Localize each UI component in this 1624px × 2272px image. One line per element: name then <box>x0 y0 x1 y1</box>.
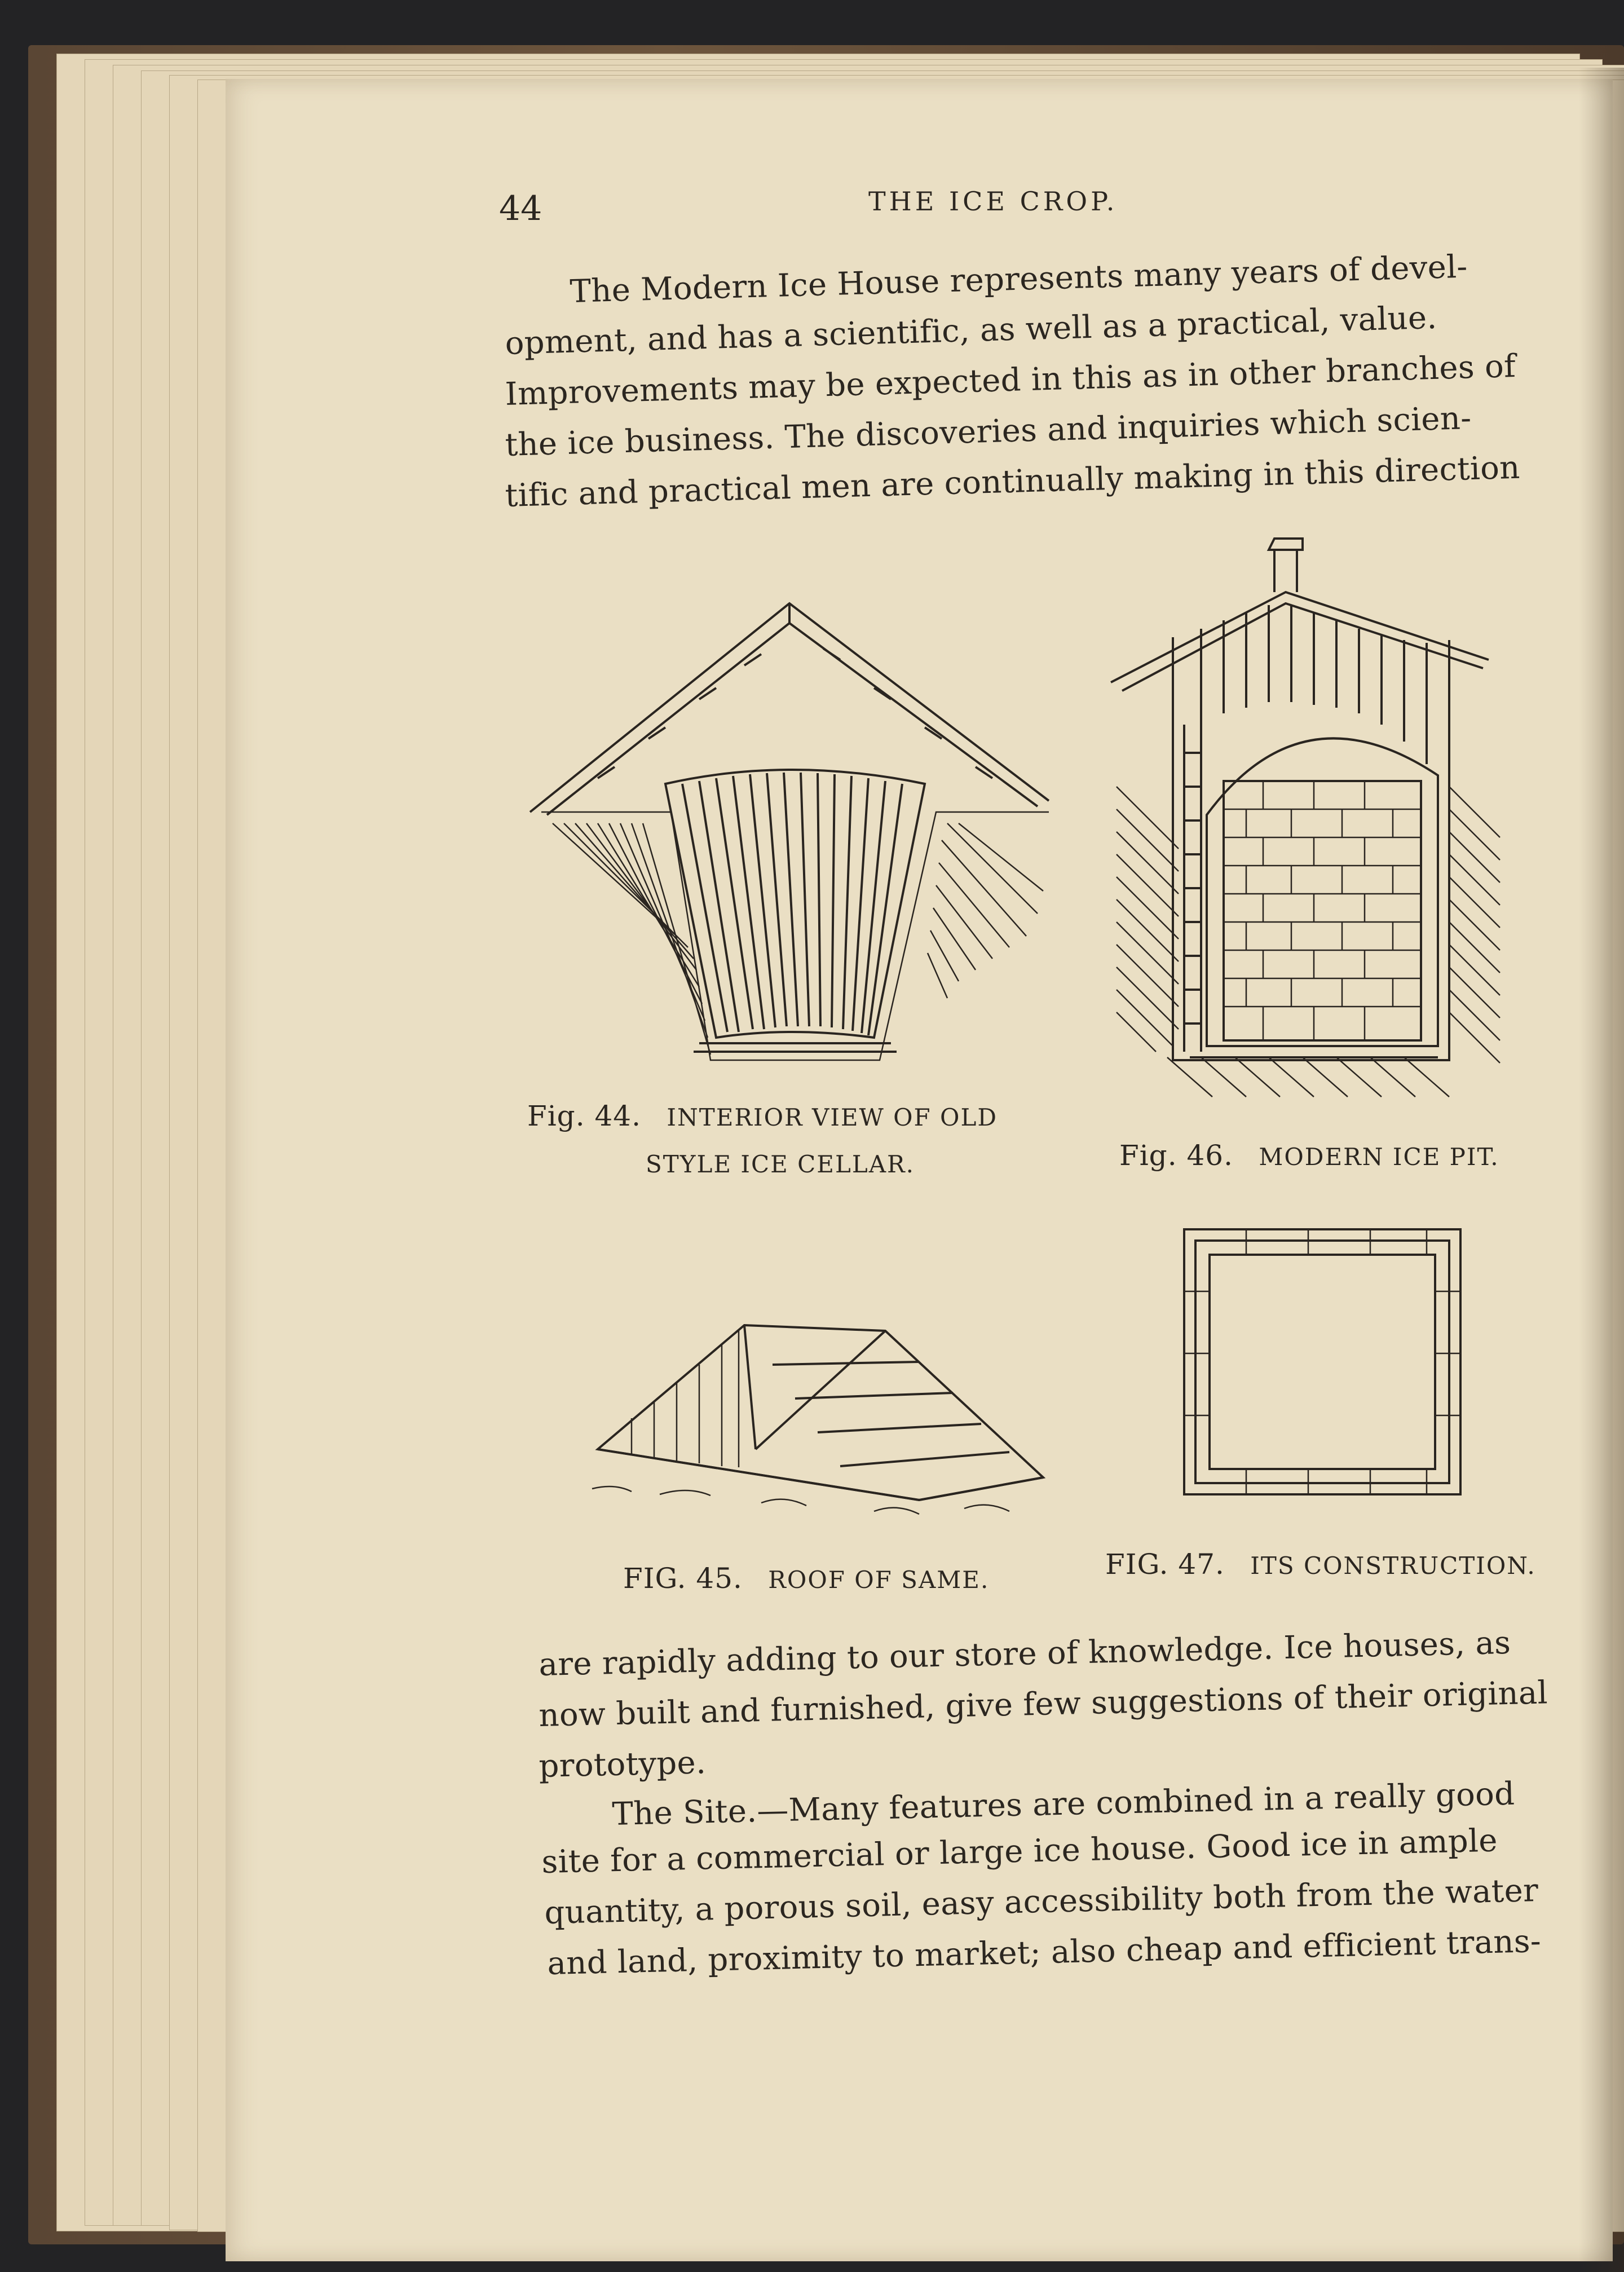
page-number: 44 <box>499 189 542 228</box>
fig44-number: Fig. 44. <box>527 1100 641 1132</box>
intro-line-2: opment, and has a scientific, as well as a practical, value. <box>504 299 1438 362</box>
fig44-illustration <box>530 598 1060 1083</box>
fig45-number: FIG. 45. <box>623 1562 743 1595</box>
site-line-2: site for a commercial or large ice house. Good ice in ample <box>541 1822 1498 1881</box>
intro-line-3: Improvements may be expected in this as in other branches of <box>504 347 1516 413</box>
fig46-illustration <box>1111 539 1506 1097</box>
fig44-caption-line2: STYLE ICE CELLAR. <box>646 1150 915 1178</box>
fig45-caption <box>623 1562 989 1595</box>
running-title: THE ICE CROP. <box>868 186 1118 217</box>
fig47-number: FIG. 47. <box>1105 1548 1225 1581</box>
continuation-line-3: prototype. <box>538 1744 707 1785</box>
site-line-3: quantity, a porous soil, easy accessibility both from the water <box>544 1872 1539 1931</box>
intro-line-4: the ice business. The discoveries and inquiries which scien- <box>504 400 1472 464</box>
intro-line-1: The Modern Ice House represents many years of devel- <box>569 248 1468 310</box>
fig47-illustration <box>1179 1224 1472 1500</box>
site-line-1: The Site.—Many features are combined in a really good <box>611 1775 1515 1833</box>
site-line-4: and land, proximity to market; also cheap and efficient trans- <box>546 1923 1542 1982</box>
fig46-number: Fig. 46. <box>1119 1139 1233 1172</box>
intro-line-5: tific and practical men are continually making in this direction <box>504 449 1521 514</box>
continuation-line-1: are rapidly adding to our store of knowledge. Ice houses, as <box>538 1624 1511 1683</box>
fig46-caption <box>1119 1139 1499 1172</box>
fig47-caption-text: ITS CONSTRUCTION. <box>1250 1552 1536 1580</box>
fig46-caption-text: MODERN ICE PIT. <box>1259 1143 1499 1171</box>
fig44-caption-text: INTERIOR VIEW OF OLD <box>667 1104 998 1131</box>
fig45-caption-text: ROOF OF SAME. <box>768 1566 990 1594</box>
page-edge-shadow <box>1579 68 1624 2272</box>
continuation-line-2: now built and furnished, give few suggestions of their original <box>538 1674 1548 1734</box>
fig47-caption <box>1105 1548 1536 1581</box>
fig45-illustration <box>581 1320 1054 1523</box>
fig44-caption-line1 <box>527 1100 998 1132</box>
